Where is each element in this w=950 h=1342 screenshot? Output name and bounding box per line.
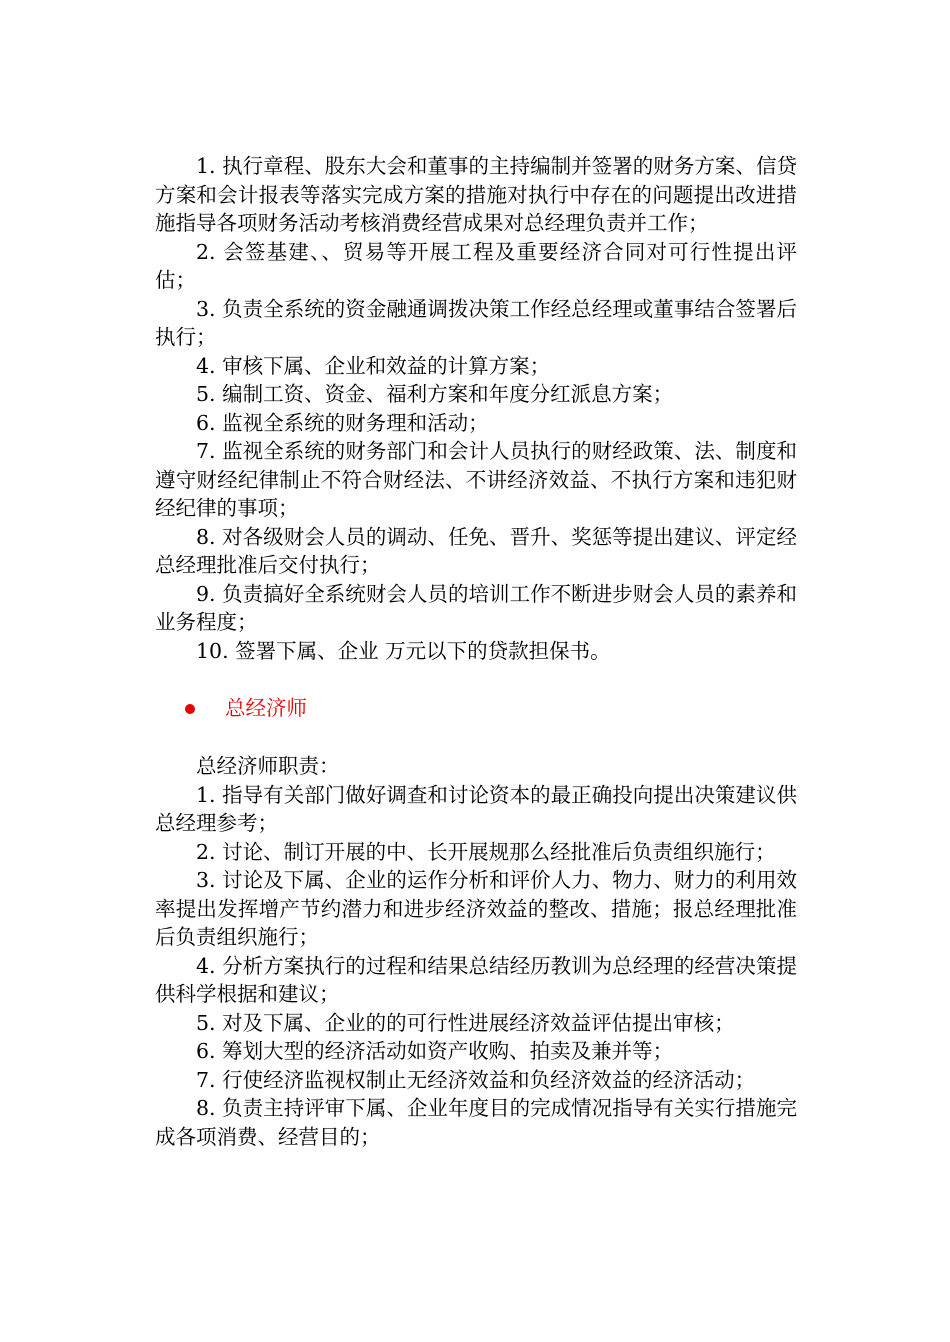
list-item: 1. 执行章程、股东大会和董事的主持编制并签署的财务方案、信贷方案和会计报表等落实完成方案的措施对执行中存在的问题提出改进措施指导各项财务活动考核消费经营成果对总经理负责并工作； <box>155 154 797 235</box>
list-item: 3. 负责全系统的资金融通调拨决策工作经总经理或董事结合签署后执行； <box>155 296 797 349</box>
section-chief-economist-duties <box>155 752 797 1151</box>
list-item: 2. 讨论、制订开展的中、长开展规那么经批准后负责组织施行； <box>196 839 776 864</box>
list-item: 5. 对及下属、企业的的可行性进展经济效益评估提出审核； <box>196 1010 735 1035</box>
list-item: 10. 签署下属、企业 万元以下的贷款担保书。 <box>196 638 611 663</box>
list-item: 4. 审核下属、企业和效益的计算方案； <box>196 353 551 378</box>
section-intro: 总经济师职责： <box>196 754 340 778</box>
list-item: 4. 分析方案执行的过程和结果总结经历教训为总经理的经营决策提供科学根据和建议； <box>155 953 797 1006</box>
list-item: 9. 负责搞好全系统财会人员的培训工作不断进步财会人员的素养和业务程度； <box>155 581 797 634</box>
list-item: 6. 筹划大型的经济活动如资产收购、拍卖及兼并等； <box>196 1039 674 1063</box>
section-heading-title: 总经济师 <box>225 696 307 720</box>
list-item: 7. 监视全系统的财务部门和会计人员执行的财经政策、法、制度和遵守财经纪律制止不符合财经法、不讲经济效益、不执行方案和违犯财经纪律的事项； <box>155 439 797 520</box>
list-item: 6. 监视全系统的财务理和活动； <box>196 410 489 435</box>
list-item: 1. 指导有关部门做好调查和讨论资本的最正确投向提出决策建议供总经理参考； <box>155 782 797 835</box>
list-item: 3. 讨论及下属、企业的运作分析和评价人力、物力、财力的利用效率提出发挥增产节约潜力和进步经济效益的整改、措施；报总经理批准后负责组织施行； <box>155 868 797 949</box>
section-cfo-duties <box>155 152 797 665</box>
list-item: 2. 会签基建、、贸易等开展工程及重要经济合同对可行性提出评估； <box>155 239 797 292</box>
list-item: 8. 对各级财会人员的调动、任免、晋升、奖惩等提出建议、评定经总经理批准后交付执行； <box>155 524 797 577</box>
list-item: 7. 行使经济监视权制止无经济效益和负经济效益的经济活动； <box>196 1067 756 1092</box>
list-item: 5. 编制工资、资金、福利方案和年度分红派息方案； <box>196 382 674 406</box>
document-page <box>155 152 797 1151</box>
list-item: 8. 负责主持评审下属、企业年度目的完成情况指导有关实行措施完成各项消费、经营目的； <box>155 1096 797 1149</box>
bullet-dot-icon <box>185 704 195 714</box>
section-heading <box>155 693 797 723</box>
